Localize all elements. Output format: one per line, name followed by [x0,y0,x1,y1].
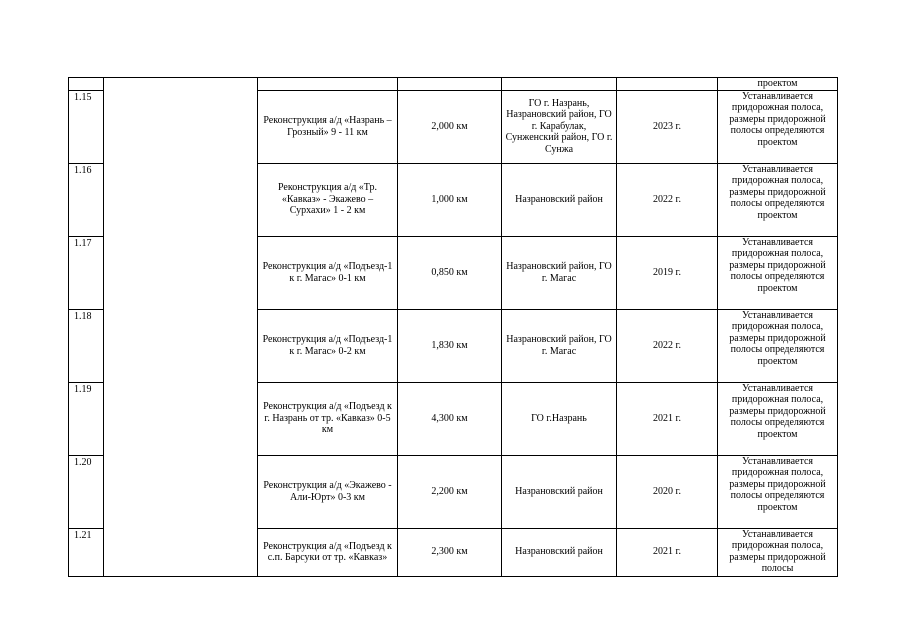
cell-area [502,78,617,91]
cell-note: проектом [718,78,838,91]
object-note: Устанавливается придорожная полоса, размеры придорожной полосы определяются проектом [718,309,838,382]
object-length: 2,000 км [398,90,502,163]
object-length: 4,300 км [398,382,502,455]
object-year: 2022 г. [617,309,718,382]
object-note: Устанавливается придорожная полоса, размеры придорожной полосы определяются проектом [718,382,838,455]
object-note: Устанавливается придорожная полоса, размеры придорожной полосы определяются проектом [718,163,838,236]
object-area: Назрановский район, ГО г. Магас [502,236,617,309]
cell-year [617,78,718,91]
object-note: Устанавливается придорожная полоса, размеры придорожной полосы определяются проектом [718,90,838,163]
object-year: 2021 г. [617,382,718,455]
object-area: Назрановский район [502,163,617,236]
object-note: Устанавливается придорожная полоса, размеры придорожной полосы [729,528,826,574]
object-year: 2022 г. [617,163,718,236]
object-name: Реконструкция а/д «Подъезд к г. Назрань от тр. «Кавказ» 0-5 км [258,382,398,455]
object-area: Назрановский район [502,455,617,528]
object-area: ГО г.Назрань [502,382,617,455]
object-name: Реконструкция а/д «Подъезд-1 к г. Магас» 0-2 км [258,309,398,382]
row-number: 1.19 [69,382,104,455]
object-year: 2019 г. [617,236,718,309]
object-name: Реконструкция а/д «Подъезд к с.п. Барсуки от тр. «Кавказ» [258,528,398,576]
row-number: 1.17 [69,236,104,309]
table-row-continuation [69,78,838,91]
object-length: 1,000 км [398,163,502,236]
object-name: Реконструкция а/д «Подъезд-1 к г. Магас» 0-1 км [258,236,398,309]
road-objects-table [68,77,838,577]
object-length: 2,200 км [398,455,502,528]
row-number: 1.15 [69,90,104,163]
object-area: Назрановский район, ГО г. Магас [502,309,617,382]
cell-num [69,78,104,91]
object-area: ГО г. Назрань, Назрановский район, ГО г. Карабулак, Сунженский район, ГО г. Сунжа [502,90,617,163]
object-year: 2023 г. [617,90,718,163]
object-length: 0,850 км [398,236,502,309]
object-name: Реконструкция а/д «Тр. «Кавказ» - Экажево – Сурхахи» 1 - 2 км [258,163,398,236]
object-year: 2020 г. [617,455,718,528]
cell-group [104,78,258,577]
object-note-cell [718,528,838,576]
row-number: 1.16 [69,163,104,236]
row-number: 1.21 [69,528,104,576]
object-note: Устанавливается придорожная полоса, размеры придорожной полосы определяются проектом [718,455,838,528]
row-number: 1.20 [69,455,104,528]
object-note: Устанавливается придорожная полоса, размеры придорожной полосы определяются проектом [718,236,838,309]
object-length: 2,300 км [398,528,502,576]
row-number: 1.18 [69,309,104,382]
object-name: Реконструкция а/д «Назрань – Грозный» 9 - 11 км [258,90,398,163]
object-area: Назрановский район [502,528,617,576]
object-year: 2021 г. [617,528,718,576]
object-length: 1,830 км [398,309,502,382]
cell-length [398,78,502,91]
cell-name [258,78,398,91]
object-name: Реконструкция а/д «Экажево - Али-Юрт» 0-3 км [258,455,398,528]
